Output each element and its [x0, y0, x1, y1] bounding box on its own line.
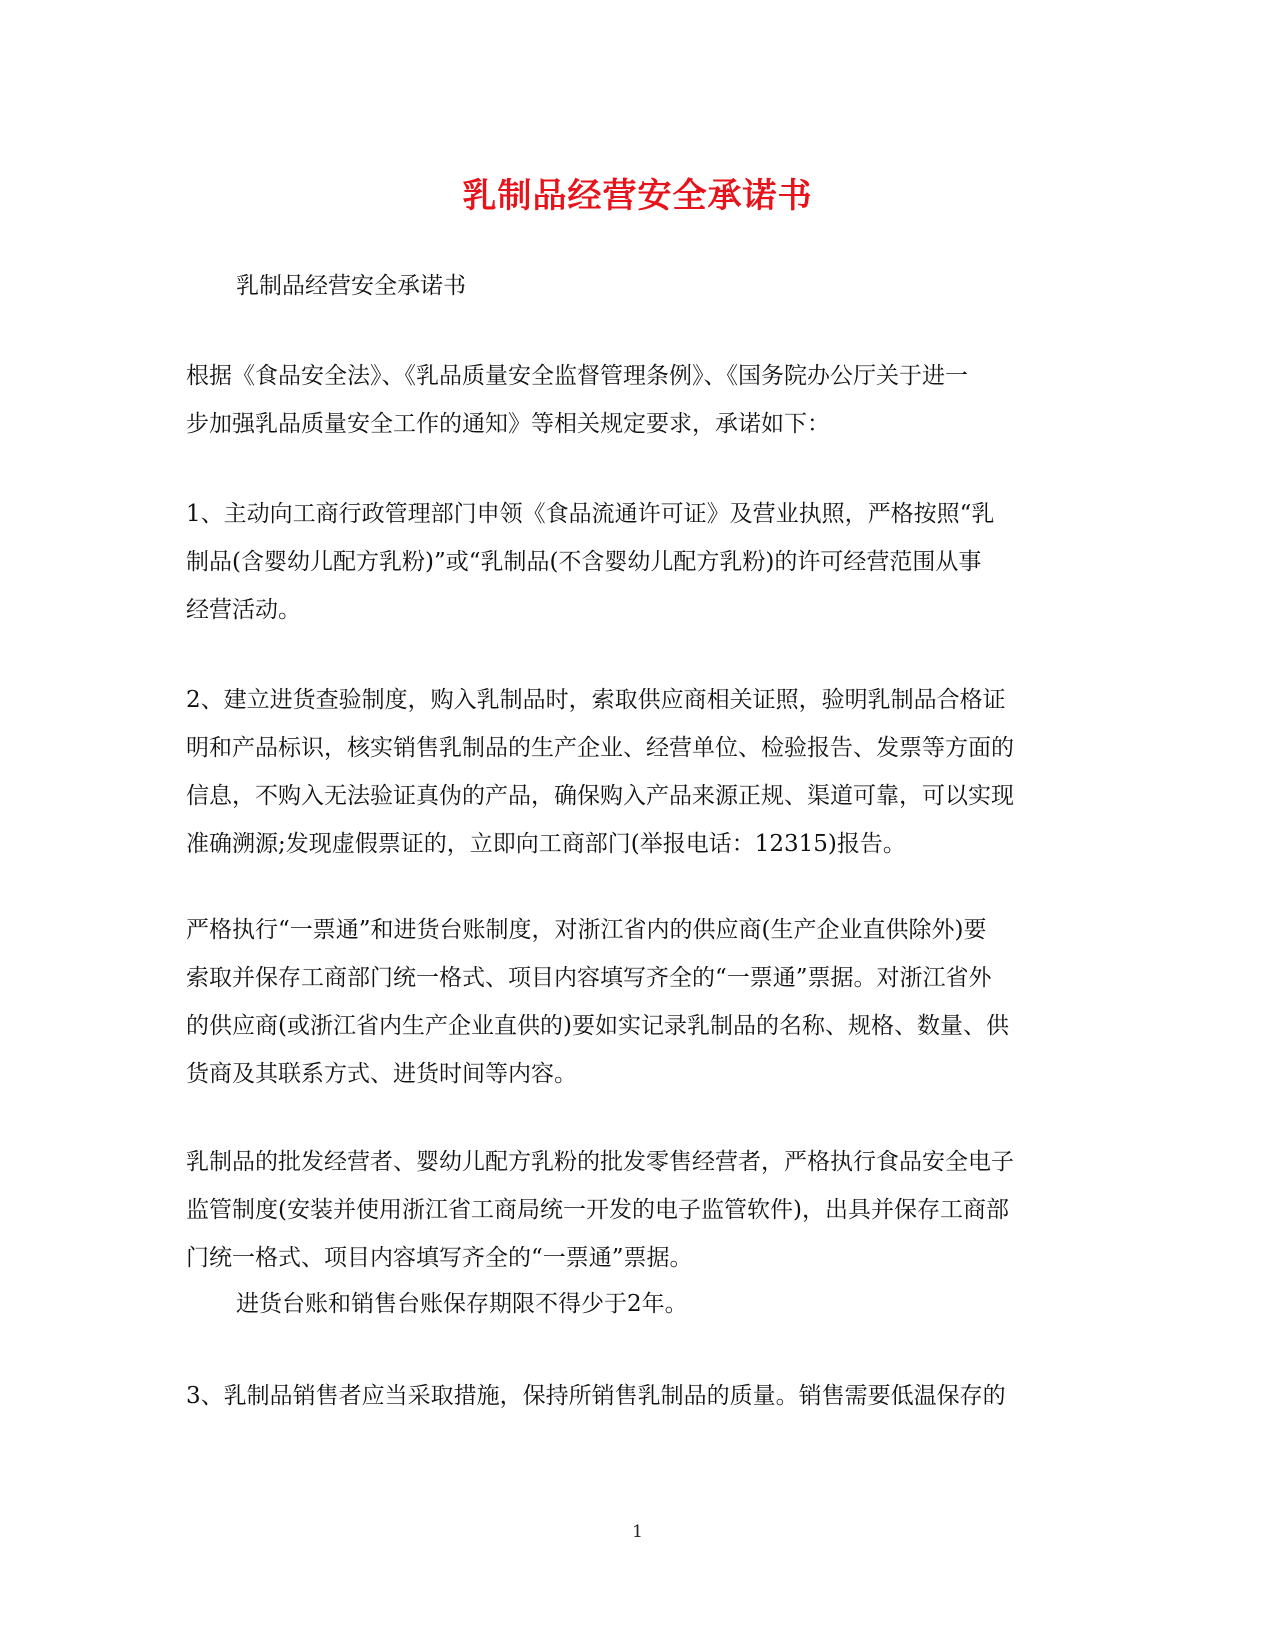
intro-line-1: 根据《食品安全法》、《乳品质量安全监督管理条例》、《国务院办公厅关于进一 — [186, 363, 968, 389]
subtitle-line: 乳制品经营安全承诺书 — [236, 273, 466, 299]
ledger-line-2: 索取并保存工商部门统一格式、项目内容填写齐全的“一票通”票据。对浙江省外 — [186, 965, 992, 991]
item-2-paragraph — [186, 676, 1091, 868]
item-2-line-4: 准确溯源;发现虚假票证的，立即向工商部门(举报电话：12315)报告。 — [186, 831, 906, 857]
item-3-paragraph — [186, 1372, 1091, 1420]
item-3-line-1: 3、乳制品销售者应当采取措施，保持所销售乳制品的质量。销售需要低温保存的 — [186, 1383, 1006, 1409]
retention-paragraph — [236, 1280, 1141, 1328]
ledger-line-1: 严格执行“一票通”和进货台账制度，对浙江省内的供应商(生产企业直供除外)要 — [186, 917, 987, 943]
intro-line-2: 步加强乳品质量安全工作的通知》等相关规定要求，承诺如下： — [186, 411, 830, 437]
wholesale-line-1: 乳制品的批发经营者、婴幼儿配方乳粉的批发零售经营者，严格执行食品安全电子 — [186, 1149, 1014, 1175]
item-1-paragraph — [186, 490, 1091, 634]
subtitle — [236, 262, 1141, 310]
wholesale-paragraph — [186, 1138, 1091, 1282]
document-title: 乳制品经营安全承诺书 — [462, 176, 813, 216]
retention-line: 进货台账和销售台账保存期限不得少于2年。 — [236, 1291, 688, 1317]
wholesale-line-2: 监管制度(安装并使用浙江省工商局统一开发的电子监管软件)，出具并保存工商部 — [186, 1197, 1009, 1223]
ledger-line-4: 货商及其联系方式、进货时间等内容。 — [186, 1061, 577, 1087]
item-1-line-2: 制品(含婴幼儿配方乳粉)”或“乳制品(不含婴幼儿配方乳粉)的许可经营范围从事 — [186, 549, 982, 575]
item-1-line-3: 经营活动。 — [186, 597, 301, 623]
intro-paragraph — [186, 352, 1091, 448]
wholesale-line-3: 门统一格式、项目内容填写齐全的“一票通”票据。 — [186, 1245, 693, 1271]
item-1-line-1: 1、主动向工商行政管理部门申领《食品流通许可证》及营业执照，严格按照“乳 — [186, 501, 995, 527]
page-number: 1 — [632, 1522, 643, 1542]
item-2-line-2: 明和产品标识，核实销售乳制品的生产企业、经营单位、检验报告、发票等方面的 — [186, 735, 1014, 761]
ledger-paragraph — [186, 906, 1091, 1098]
ledger-line-3: 的供应商(或浙江省内生产企业直供的)要如实记录乳制品的名称、规格、数量、供 — [186, 1013, 1009, 1039]
item-2-line-1: 2、建立进货查验制度，购入乳制品时，索取供应商相关证照，验明乳制品合格证 — [186, 687, 1006, 713]
item-2-line-3: 信息，不购入无法验证真伪的产品，确保购入产品来源正规、渠道可靠，可以实现 — [186, 783, 1014, 809]
